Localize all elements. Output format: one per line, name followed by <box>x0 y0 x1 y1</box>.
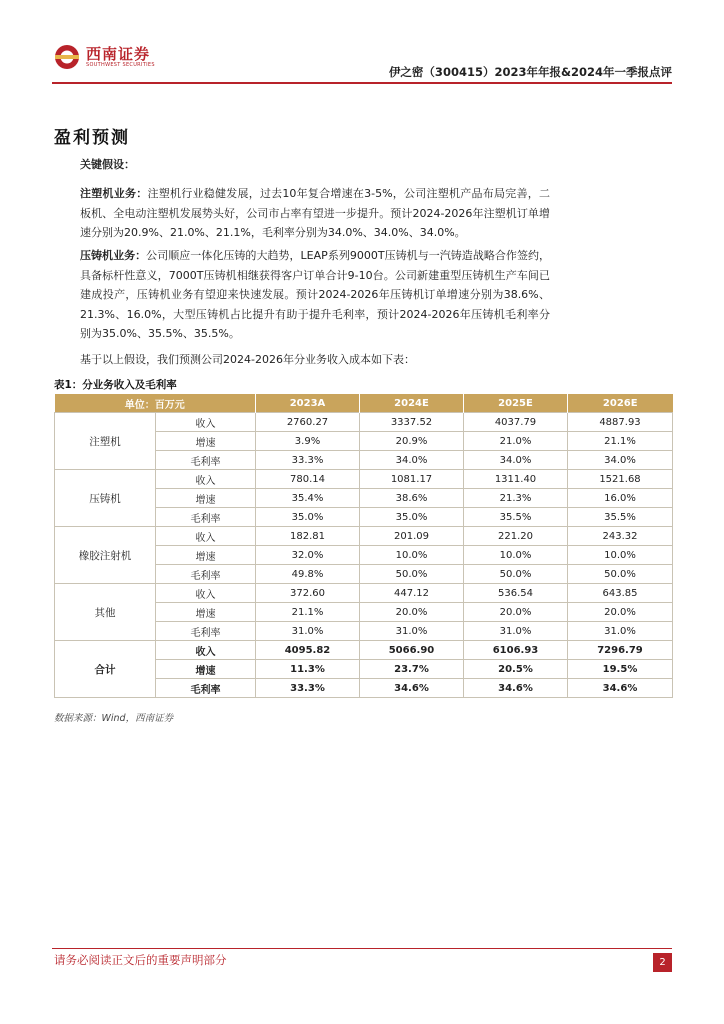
segment-name: 橡胶注射机 <box>55 527 156 584</box>
table-header-row <box>55 394 673 413</box>
metric-label: 收入 <box>156 413 256 432</box>
disclaimer-note: 请务必阅读正文后的重要声明部分 <box>54 953 227 967</box>
diecast-paragraph <box>80 246 550 344</box>
metric-label: 毛利率 <box>156 622 256 641</box>
column-header: 2025E <box>464 394 568 413</box>
metric-label: 毛利率 <box>156 508 256 527</box>
metric-label: 毛利率 <box>156 679 256 698</box>
metric-label: 收入 <box>156 641 256 660</box>
value-cell: 243.32 <box>568 527 673 546</box>
value-cell: 536.54 <box>464 584 568 603</box>
metric-label: 收入 <box>156 584 256 603</box>
value-cell: 10.0% <box>464 546 568 565</box>
table-body <box>55 413 673 698</box>
value-cell: 49.8% <box>256 565 360 584</box>
data-source: 数据来源：Wind，西南证券 <box>54 713 174 724</box>
value-cell: 33.3% <box>256 451 360 470</box>
value-cell: 780.14 <box>256 470 360 489</box>
segment-name: 合计 <box>55 641 156 698</box>
value-cell: 1311.40 <box>464 470 568 489</box>
value-cell: 1521.68 <box>568 470 673 489</box>
value-cell: 34.0% <box>464 451 568 470</box>
metric-label: 收入 <box>156 470 256 489</box>
value-cell: 11.3% <box>256 660 360 679</box>
value-cell: 34.0% <box>360 451 464 470</box>
value-cell: 16.0% <box>568 489 673 508</box>
diecast-label: 压铸机业务： <box>80 249 147 262</box>
value-cell: 38.6% <box>360 489 464 508</box>
value-cell: 35.4% <box>256 489 360 508</box>
value-cell: 50.0% <box>568 565 673 584</box>
segment-name: 其他 <box>55 584 156 641</box>
footer-divider <box>52 948 672 949</box>
logo-icon <box>54 44 80 70</box>
value-cell: 447.12 <box>360 584 464 603</box>
page-number: 2 <box>653 953 672 972</box>
assumptions-heading: 关键假设： <box>80 158 135 171</box>
value-cell: 221.20 <box>464 527 568 546</box>
value-cell: 4037.79 <box>464 413 568 432</box>
value-cell: 2760.27 <box>256 413 360 432</box>
value-cell: 1081.17 <box>360 470 464 489</box>
company-logo <box>54 44 155 70</box>
metric-label: 增速 <box>156 603 256 622</box>
header-divider <box>52 82 672 84</box>
value-cell: 35.0% <box>256 508 360 527</box>
value-cell: 20.0% <box>360 603 464 622</box>
value-cell: 20.9% <box>360 432 464 451</box>
value-cell: 201.09 <box>360 527 464 546</box>
table-row <box>55 413 673 432</box>
value-cell: 23.7% <box>360 660 464 679</box>
value-cell: 35.5% <box>568 508 673 527</box>
logo-cn-text: 西南证券 <box>86 44 151 63</box>
injection-text: 注塑机行业稳健发展，过去10年复合增速在3-5%，公司注塑机产品布局完善，二板机、全电动注塑机发展势头好，公司市占率有望进一步提升。预计2024-2026年注塑机订单增速分别为20.9%、21.0%、21.1%，毛利率分别为34.0%、34.0%、34.0%。 <box>80 187 551 239</box>
value-cell: 20.0% <box>568 603 673 622</box>
value-cell: 21.0% <box>464 432 568 451</box>
value-cell: 21.3% <box>464 489 568 508</box>
value-cell: 32.0% <box>256 546 360 565</box>
table-row <box>55 584 673 603</box>
value-cell: 34.6% <box>568 679 673 698</box>
segment-name: 注塑机 <box>55 413 156 470</box>
value-cell: 3337.52 <box>360 413 464 432</box>
injection-label: 注塑机业务： <box>80 187 148 200</box>
diecast-text: 公司顺应一体化压铸的大趋势，LEAP系列9000T压铸机与一汽铸造战略合作签约，具备标杆性意义，7000T压铸机相继获得客户订单合计9-10台。公司新建重型压铸机生产车间已建成投产，压铸机业务有望迎来快速发展。预计2024-2026年压铸机订单增速分别为38.6%、21.3%、16.0%，大型压铸机占比提升有助于提升毛利率，预计2024-2026年压铸机毛利率分别为35.0%、35.5%、35.5%。 <box>80 249 551 340</box>
metric-label: 毛利率 <box>156 565 256 584</box>
metric-label: 增速 <box>156 432 256 451</box>
metric-label: 毛利率 <box>156 451 256 470</box>
section-title: 盈利预测 <box>54 128 130 148</box>
value-cell: 21.1% <box>256 603 360 622</box>
metric-label: 增速 <box>156 489 256 508</box>
value-cell: 35.5% <box>464 508 568 527</box>
injection-paragraph <box>80 184 550 243</box>
table-row <box>55 641 673 660</box>
value-cell: 20.5% <box>464 660 568 679</box>
value-cell: 182.81 <box>256 527 360 546</box>
value-cell: 10.0% <box>360 546 464 565</box>
unit-header: 单位：百万元 <box>55 394 256 413</box>
value-cell: 5066.90 <box>360 641 464 660</box>
value-cell: 31.0% <box>256 622 360 641</box>
value-cell: 643.85 <box>568 584 673 603</box>
value-cell: 50.0% <box>360 565 464 584</box>
segment-forecast-table <box>54 394 673 698</box>
value-cell: 34.0% <box>568 451 673 470</box>
value-cell: 4887.93 <box>568 413 673 432</box>
page-header <box>0 0 724 85</box>
logo-en-text: SOUTHWEST SECURITIES <box>86 61 155 68</box>
value-cell: 34.6% <box>464 679 568 698</box>
table-row <box>55 470 673 489</box>
report-title: 伊之密（300415）2023年年报&2024年一季报点评 <box>388 65 672 79</box>
value-cell: 7296.79 <box>568 641 673 660</box>
value-cell: 19.5% <box>568 660 673 679</box>
metric-label: 增速 <box>156 660 256 679</box>
value-cell: 6106.93 <box>464 641 568 660</box>
value-cell: 31.0% <box>360 622 464 641</box>
value-cell: 35.0% <box>360 508 464 527</box>
summary-paragraph: 基于以上假设，我们预测公司2024-2026年分业务收入成本如下表： <box>80 353 415 366</box>
value-cell: 20.0% <box>464 603 568 622</box>
value-cell: 21.1% <box>568 432 673 451</box>
value-cell: 372.60 <box>256 584 360 603</box>
value-cell: 33.3% <box>256 679 360 698</box>
table-row <box>55 527 673 546</box>
metric-label: 收入 <box>156 527 256 546</box>
value-cell: 31.0% <box>568 622 673 641</box>
value-cell: 3.9% <box>256 432 360 451</box>
value-cell: 50.0% <box>464 565 568 584</box>
value-cell: 34.6% <box>360 679 464 698</box>
segment-name: 压铸机 <box>55 470 156 527</box>
value-cell: 31.0% <box>464 622 568 641</box>
value-cell: 10.0% <box>568 546 673 565</box>
table-caption: 表1：分业务收入及毛利率 <box>54 379 177 391</box>
column-header: 2026E <box>568 394 673 413</box>
value-cell: 4095.82 <box>256 641 360 660</box>
column-header: 2024E <box>360 394 464 413</box>
column-header: 2023A <box>256 394 360 413</box>
metric-label: 增速 <box>156 546 256 565</box>
